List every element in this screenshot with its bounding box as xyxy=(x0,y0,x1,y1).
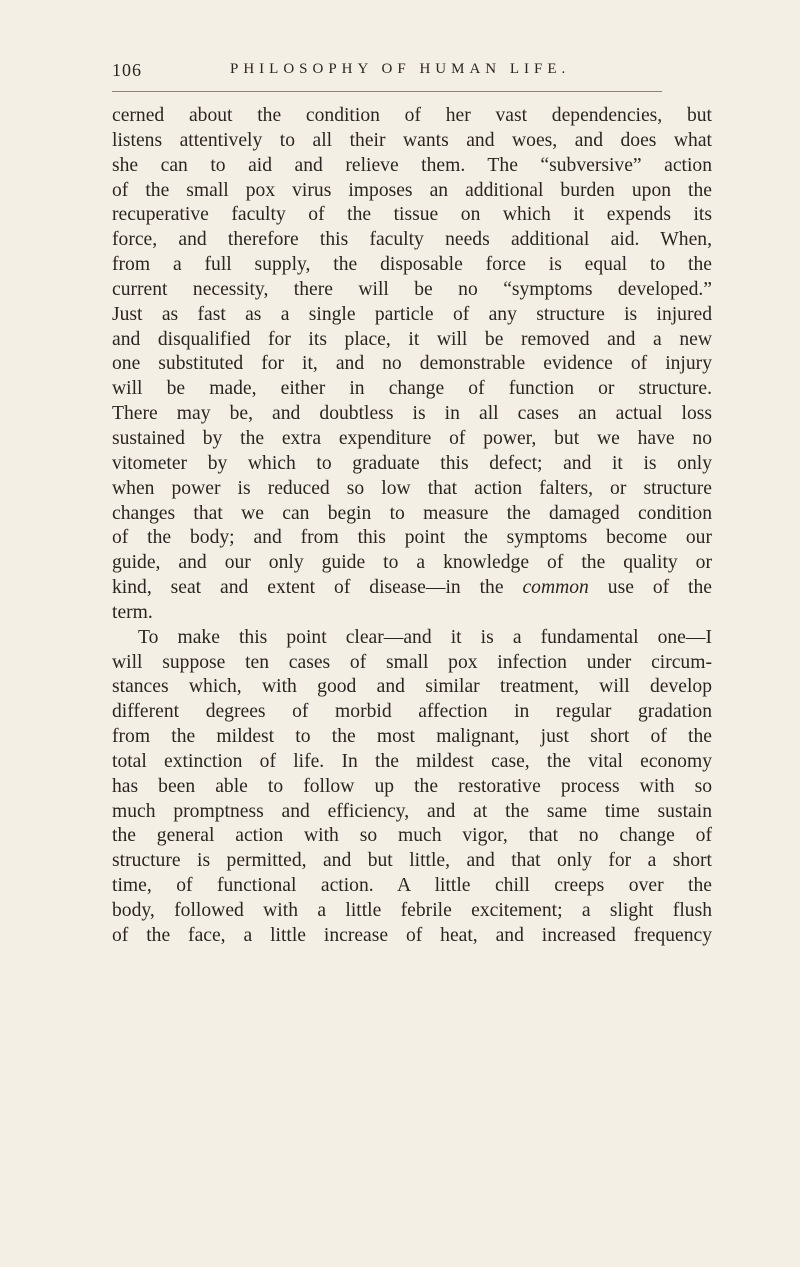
text-line: vitometer by which to graduate this defect; and it is only xyxy=(112,452,712,474)
text-line: and disqualified for its place, it will be removed and a new xyxy=(112,328,712,350)
header-rule xyxy=(112,91,662,92)
text-line: of the body; and from this point the symptoms become our xyxy=(112,527,712,549)
text-line: different degrees of morbid affection in regular gradation xyxy=(112,701,712,723)
text-line: of the face, a little increase of heat, and increased frequency xyxy=(112,924,712,946)
paragraph-1 xyxy=(112,104,712,626)
text-line: changes that we can begin to measure the damaged condition xyxy=(112,502,712,524)
paragraph-2 xyxy=(112,626,712,949)
text-line: guide, and our only guide to a knowledge of the quality or xyxy=(112,552,712,574)
text-line: much promptness and efficiency, and at the same time sustain xyxy=(112,800,712,822)
text-line: stances which, with good and similar treatment, will develop xyxy=(112,676,712,698)
text-line: will suppose ten cases of small pox infection under circum- xyxy=(112,651,712,673)
text-line: from a full supply, the disposable force is equal to the xyxy=(112,254,712,276)
text-line: There may be, and doubtless is in all cases an actual loss xyxy=(112,403,712,425)
text-line: Just as fast as a single particle of any structure is injured xyxy=(112,303,712,325)
text-line: time, of functional action. A little chill creeps over the xyxy=(112,875,712,897)
text-line-with-italic xyxy=(112,576,712,601)
text-line: of the small pox virus imposes an additional burden upon the xyxy=(112,179,712,201)
text-line: structure is permitted, and but little, and that only for a short xyxy=(112,850,712,872)
text-line: body, followed with a little febrile excitement; a slight flush xyxy=(112,900,712,921)
line-start: kind, seat and extent of disease—in the xyxy=(112,577,523,599)
text-line: listens attentively to all their wants and woes, and does what xyxy=(112,129,712,151)
running-head xyxy=(112,60,712,90)
text-line: recuperative faculty of the tissue on which it expends its xyxy=(112,204,712,226)
running-title: PHILOSOPHY OF HUMAN LIFE. xyxy=(230,61,571,77)
text-line: force, and therefore this faculty needs additional aid. When, xyxy=(112,229,712,251)
text-line: she can to aid and relieve them. The “subversive” action xyxy=(112,154,712,176)
text-line: cerned about the condition of her vast dependencies, but xyxy=(112,105,712,126)
text-line: one substituted for it, and no demonstrable evidence of injury xyxy=(112,353,712,375)
line-end: use of the xyxy=(588,577,712,599)
text-line: term. xyxy=(112,601,153,623)
page-number: 106 xyxy=(112,60,142,80)
text-line: total extinction of life. In the mildest case, the vital economy xyxy=(112,750,712,772)
body-text xyxy=(112,104,712,949)
text-line: from the mildest to the most malignant, just short of the xyxy=(112,726,712,748)
text-line: sustained by the extra expenditure of power, but we have no xyxy=(112,427,712,449)
text-line: has been able to follow up the restorative process with so xyxy=(112,775,712,797)
text-line: the general action with so much vigor, that no change of xyxy=(112,825,712,847)
text-line: will be made, either in change of function or structure. xyxy=(112,378,712,400)
text-line: current necessity, there will be no “symptoms developed.” xyxy=(112,278,712,300)
italic-word: common xyxy=(522,577,589,599)
text-line: when power is reduced so low that action falters, or structure xyxy=(112,477,712,499)
text-line: To make this point clear—and it is a fundamental one—I xyxy=(138,626,712,648)
